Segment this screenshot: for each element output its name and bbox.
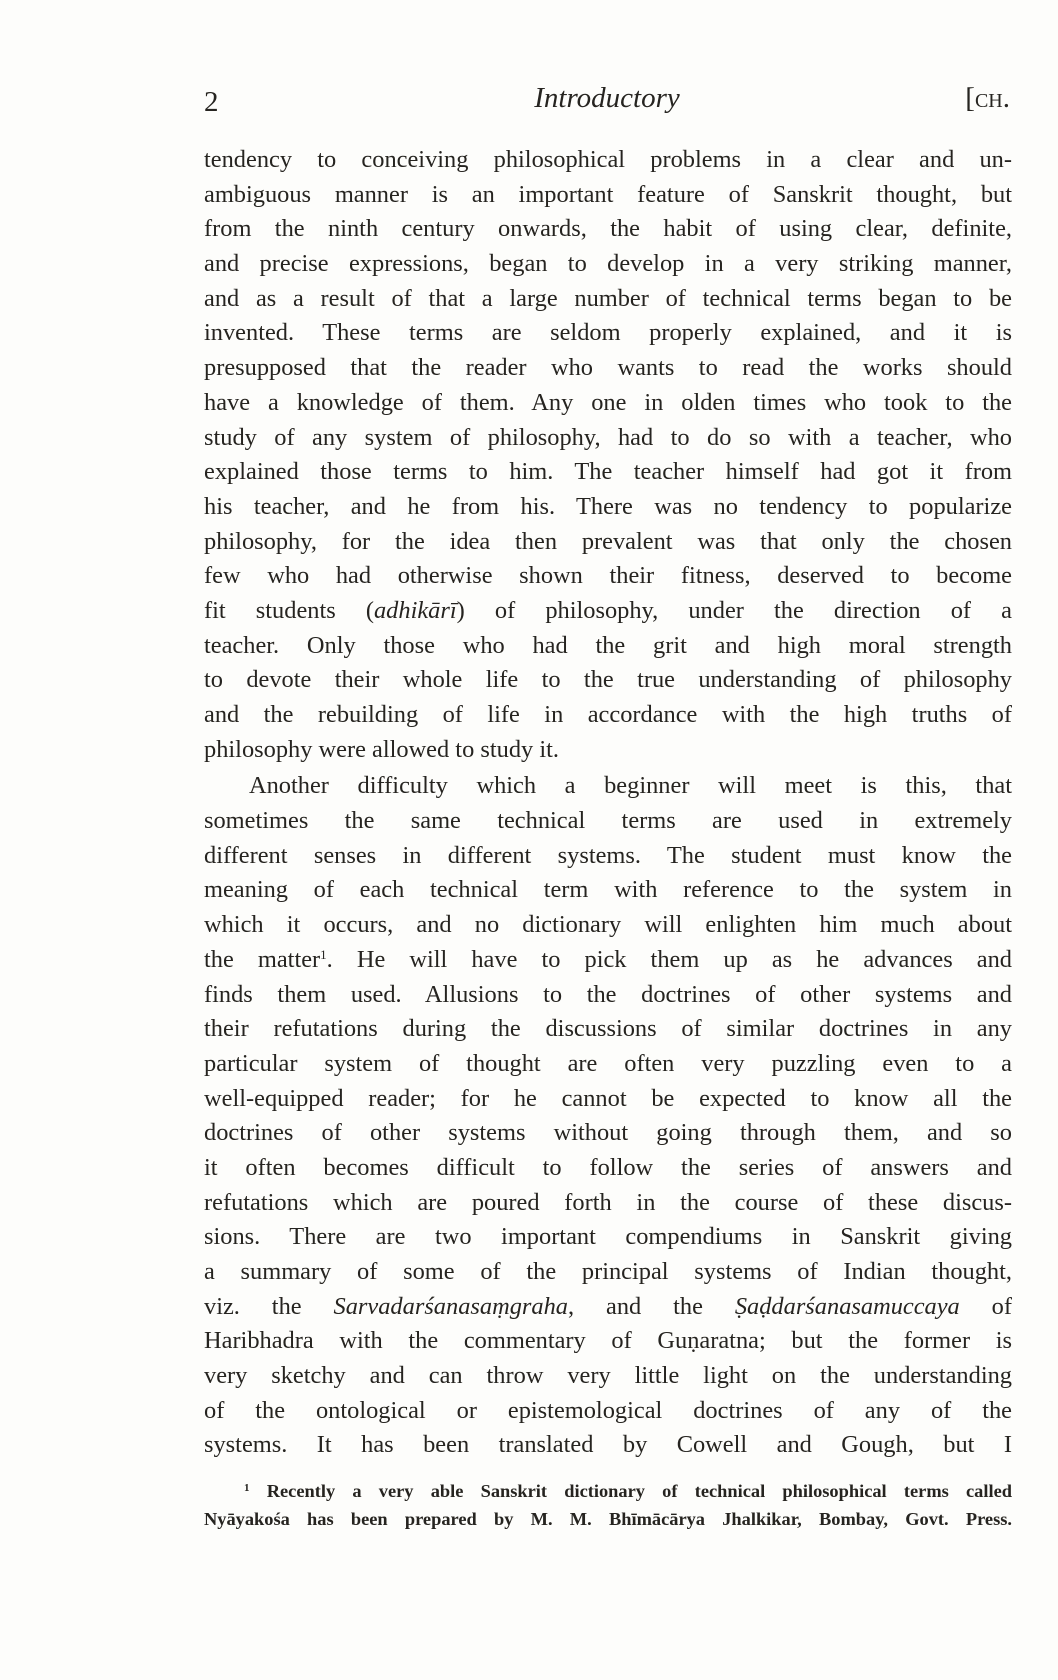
- text-line: presupposed that the reader who wants to read the works should: [204, 354, 1012, 382]
- text-line: have a knowledge of them. Any one in olden times who took to the: [204, 388, 1012, 416]
- text-line: it often becomes difficult to follow the series of answers and: [204, 1153, 1012, 1181]
- footnote-reference: 1: [320, 946, 327, 962]
- italic-title: Sarvadarśanasaṃgraha: [333, 1292, 568, 1320]
- text-segment: fit students (: [204, 596, 374, 624]
- text-line: philosophy were allowed to study it.: [204, 735, 559, 763]
- text-line: [204, 1290, 1012, 1325]
- text-segment: the matter: [204, 945, 321, 973]
- body-text: [204, 143, 1012, 1463]
- text-line: sometimes the same technical terms are used in extremely: [204, 807, 1012, 835]
- text-line: explained those terms to him. The teacher himself had got it from: [204, 458, 1012, 486]
- text-line: philosophy, for the idea then prevalent was that only the chosen: [204, 527, 1012, 555]
- text-line: which it occurs, and no dictionary will enlighten him much about: [204, 911, 1012, 939]
- text-line: systems. It has been translated by Cowell and Gough, but I: [204, 1431, 1012, 1459]
- text-line: to devote their whole life to the true understanding of philosophy: [204, 666, 1012, 694]
- text-line: very sketchy and can throw very little light on the understanding: [204, 1362, 1012, 1390]
- text-line: Another difficulty which a beginner will meet is this, that: [249, 772, 1012, 800]
- text-line: doctrines of other systems without going through them, and so: [204, 1119, 1012, 1147]
- text-segment: ) of philosophy, under the direction of a: [456, 596, 1012, 624]
- text-line: their refutations during the discussions of similar doctrines in any: [204, 1015, 1012, 1043]
- text-line: particular system of thought are often very puzzling even to a: [204, 1049, 1012, 1077]
- text-line: invented. These terms are seldom properly explained, and it is: [204, 319, 1012, 347]
- text-line: from the ninth century onwards, the habit of using clear, definite,: [204, 215, 1012, 243]
- text-line: ambiguous manner is an important feature of Sanskrit thought, but: [204, 180, 1012, 208]
- text-line: Haribhadra with the commentary of Guṇaratna; but the former is: [204, 1327, 1012, 1355]
- italic-title: Ṣaḍdarśanasamuccaya: [734, 1292, 960, 1320]
- text-line: a summary of some of the principal systems of Indian thought,: [204, 1258, 1012, 1285]
- text-line: sions. There are two important compendiums in Sanskrit giving: [204, 1223, 1012, 1251]
- text-line: [204, 594, 1012, 629]
- page-number: 2: [204, 86, 219, 118]
- text-line: different senses in different systems. The student must know the: [204, 841, 1012, 869]
- text-line: meaning of each technical term with reference to the system in: [204, 876, 1012, 904]
- footnote-text: Recently a very able Sanskrit dictionary of technical philosophical terms called: [266, 1481, 1012, 1501]
- footnote: [204, 1477, 1012, 1533]
- text-line: and the rebuilding of life in accordance with the high truths of: [204, 701, 1012, 728]
- text-line: well-equipped reader; for he cannot be expected to know all the: [204, 1084, 1012, 1112]
- text-segment: of: [959, 1292, 1012, 1320]
- text-line: and precise expressions, began to develop in a very striking manner,: [204, 250, 1012, 278]
- running-title: Introductory: [534, 82, 680, 114]
- text-line: study of any system of philosophy, had to do so with a teacher, who: [204, 423, 1012, 451]
- footnote-marker: 1: [244, 1482, 250, 1494]
- text-line: refutations which are poured forth in the course of these discus-: [204, 1188, 1012, 1216]
- text-segment: , and the: [567, 1292, 735, 1320]
- text-line: and as a result of that a large number of technical terms began to be: [204, 284, 1012, 312]
- chapter-mark: [ch.: [965, 82, 1010, 114]
- text-segment: . He will have to pick them up as he advances and: [326, 945, 1012, 973]
- text-segment: viz. the: [204, 1292, 334, 1320]
- text-line: teacher. Only those who had the grit and high moral strength: [204, 631, 1012, 659]
- running-header: [204, 82, 1010, 122]
- text-line: his teacher, and he from his. There was no tendency to popularize: [204, 492, 1012, 520]
- text-line: tendency to conceiving philosophical problems in a clear and un-: [204, 146, 1012, 173]
- text-line: finds them used. Allusions to the doctrines of other systems and: [204, 980, 1012, 1008]
- text-line: [204, 943, 1012, 978]
- text-line: of the ontological or epistemological doctrines of any of the: [204, 1396, 1012, 1424]
- footnote-line: [204, 1477, 1012, 1505]
- text-line: few who had otherwise shown their fitness, deserved to become: [204, 562, 1012, 590]
- footnote-line: Nyāyakośa has been prepared by M. M. Bhīmācārya Jhalkikar, Bombay, Govt. Press.: [204, 1509, 1012, 1529]
- italic-term: adhikārī: [373, 596, 457, 624]
